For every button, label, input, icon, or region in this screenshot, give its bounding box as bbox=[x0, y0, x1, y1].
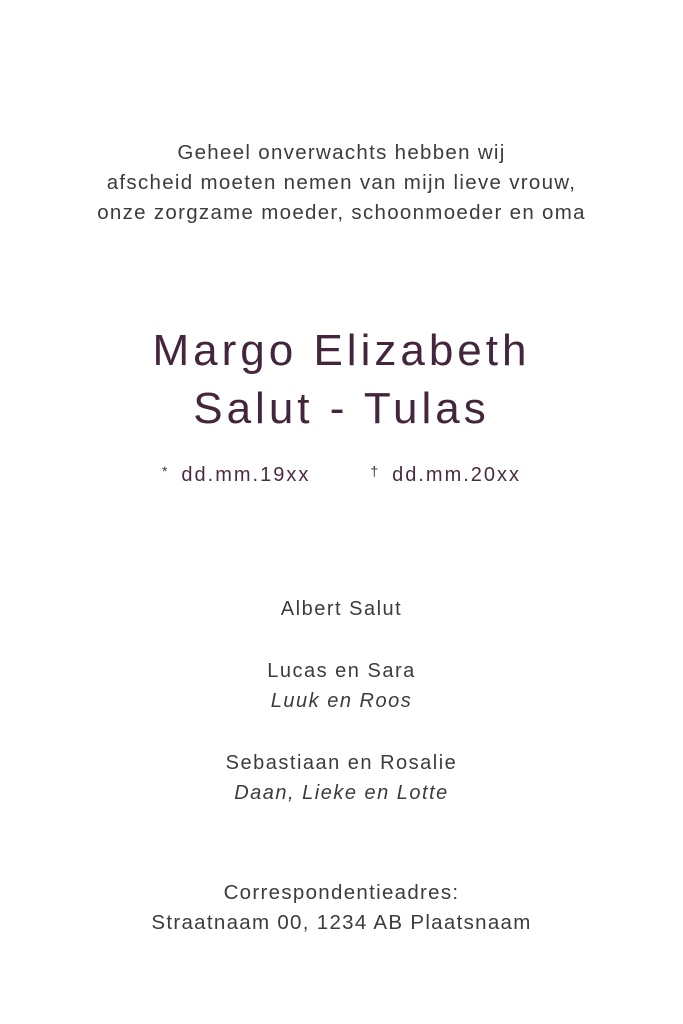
birth-date-value: dd.mm.19xx bbox=[181, 464, 311, 486]
correspondence-address: Straatnaam 00, 1234 AB Plaatsnaam bbox=[151, 911, 532, 934]
announcement-line-3: onze zorgzame moeder, schoonmoeder en oma bbox=[97, 201, 586, 224]
children-names: Lucas en Sara bbox=[267, 660, 416, 682]
family-list bbox=[0, 594, 683, 808]
correspondence-label: Correspondentieadres: bbox=[223, 881, 460, 904]
birth-date bbox=[162, 460, 310, 491]
children-names: Sebastiaan en Rosalie bbox=[225, 752, 458, 774]
birth-symbol: * bbox=[161, 463, 170, 479]
death-date-value: dd.mm.20xx bbox=[392, 464, 522, 486]
grandchildren-names: Luuk en Roos bbox=[270, 690, 413, 712]
family-group-2 bbox=[0, 748, 683, 808]
death-dagger-symbol: † bbox=[370, 463, 381, 479]
death-date bbox=[370, 460, 521, 491]
deceased-first-names: Margo Elizabeth bbox=[152, 326, 531, 375]
life-dates bbox=[0, 460, 683, 491]
spouse-name: Albert Salut bbox=[280, 598, 403, 620]
deceased-name bbox=[0, 322, 683, 438]
announcement-line-1: Geheel onverwachts hebben wij bbox=[177, 141, 506, 164]
announcement-line-2: afscheid moeten nemen van mijn lieve vrouw, bbox=[106, 171, 577, 194]
announcement-text bbox=[0, 138, 683, 228]
correspondence-block bbox=[0, 878, 683, 938]
grandchildren-names: Daan, Lieke en Lotte bbox=[234, 782, 449, 804]
deceased-surnames: Salut - Tulas bbox=[193, 384, 490, 433]
family-group-1 bbox=[0, 656, 683, 716]
